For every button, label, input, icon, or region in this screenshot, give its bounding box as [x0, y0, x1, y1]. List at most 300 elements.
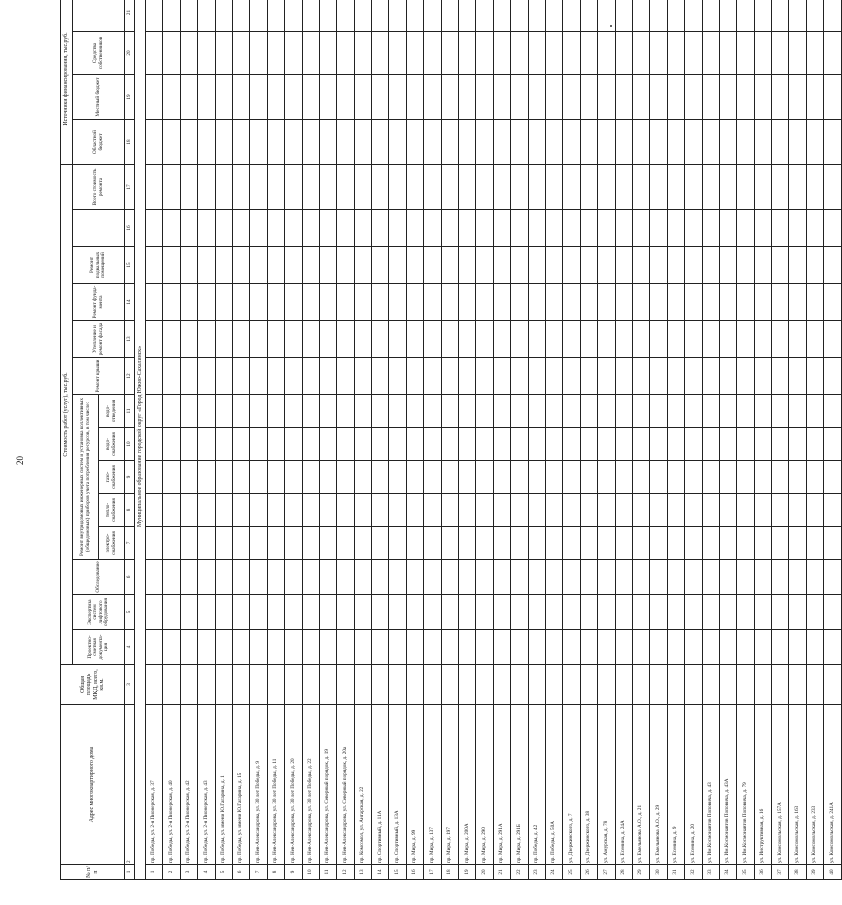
value-cell	[545, 395, 562, 428]
value-cell	[789, 595, 806, 630]
value-cell	[528, 0, 545, 32]
value-cell	[337, 165, 354, 210]
value-cell	[441, 358, 458, 395]
page-number: 20	[15, 456, 25, 465]
value-cell	[337, 428, 354, 461]
value-cell	[772, 0, 789, 32]
value-cell	[406, 630, 423, 665]
value-cell	[563, 395, 580, 428]
row-number: 25	[563, 865, 580, 880]
value-cell	[511, 32, 528, 75]
value-cell	[737, 32, 754, 75]
row-address: ул. Инструктивная, д. 16	[754, 705, 771, 865]
value-cell	[476, 527, 493, 560]
value-cell	[389, 494, 406, 527]
value-cell	[737, 165, 754, 210]
row-address: ул. Им.Космонавтов Поповича, д. 43	[702, 705, 719, 865]
value-cell	[719, 461, 736, 494]
value-cell	[198, 665, 215, 705]
value-cell	[685, 321, 702, 358]
value-cell	[180, 75, 197, 120]
value-cell	[146, 595, 163, 630]
value-cell	[632, 284, 649, 321]
value-cell	[493, 595, 510, 630]
value-cell	[389, 461, 406, 494]
value-cell	[180, 210, 197, 247]
value-cell	[545, 210, 562, 247]
table-row	[545, 0, 562, 880]
value-cell	[632, 32, 649, 75]
value-cell	[406, 560, 423, 595]
value-cell	[580, 527, 597, 560]
value-cell	[632, 461, 649, 494]
value-cell	[406, 75, 423, 120]
value-cell	[632, 395, 649, 428]
value-cell	[667, 165, 684, 210]
value-cell	[319, 75, 336, 120]
value-cell	[789, 165, 806, 210]
value-cell	[441, 0, 458, 32]
value-cell	[615, 630, 632, 665]
value-cell	[632, 665, 649, 705]
value-cell	[198, 321, 215, 358]
value-cell	[267, 120, 284, 165]
value-cell	[824, 358, 841, 395]
value-cell	[563, 630, 580, 665]
value-cell	[806, 165, 823, 210]
value-cell	[232, 120, 249, 165]
value-cell	[319, 630, 336, 665]
value-cell	[424, 527, 441, 560]
value-cell	[215, 595, 232, 630]
value-cell	[372, 247, 389, 284]
value-cell	[146, 560, 163, 595]
value-cell	[702, 210, 719, 247]
value-cell	[615, 321, 632, 358]
value-cell	[302, 247, 319, 284]
table-row	[372, 0, 389, 880]
value-cell	[250, 527, 267, 560]
value-cell	[354, 210, 371, 247]
value-cell	[702, 461, 719, 494]
value-cell	[511, 358, 528, 395]
value-cell	[146, 75, 163, 120]
value-cell	[337, 595, 354, 630]
header-foundation: Ремонт фунда-мента	[73, 284, 125, 321]
value-cell	[389, 395, 406, 428]
value-cell	[806, 0, 823, 32]
value-cell	[406, 395, 423, 428]
value-cell	[772, 165, 789, 210]
value-cell	[806, 120, 823, 165]
value-cell	[337, 0, 354, 32]
value-cell	[772, 120, 789, 165]
value-cell	[806, 358, 823, 395]
value-cell	[337, 560, 354, 595]
table-row	[389, 0, 406, 880]
value-cell	[250, 665, 267, 705]
value-cell	[354, 321, 371, 358]
value-cell	[737, 428, 754, 461]
value-cell	[580, 120, 597, 165]
table-row	[459, 0, 476, 880]
value-cell	[737, 665, 754, 705]
value-cell	[424, 75, 441, 120]
value-cell	[354, 165, 371, 210]
row-number: 18	[441, 865, 458, 880]
value-cell	[232, 560, 249, 595]
value-cell	[302, 428, 319, 461]
value-cell	[667, 560, 684, 595]
value-cell	[772, 358, 789, 395]
value-cell	[615, 595, 632, 630]
value-cell	[528, 428, 545, 461]
value-cell	[545, 428, 562, 461]
value-cell	[389, 527, 406, 560]
table-row	[789, 0, 806, 880]
value-cell	[267, 0, 284, 32]
value-cell	[198, 120, 215, 165]
table-row	[667, 0, 684, 880]
column-number: 3	[125, 665, 135, 705]
value-cell	[667, 358, 684, 395]
value-cell	[702, 428, 719, 461]
value-cell	[319, 428, 336, 461]
value-cell	[615, 494, 632, 527]
table-row	[146, 0, 163, 880]
table-row	[180, 0, 197, 880]
value-cell	[754, 630, 771, 665]
value-cell	[615, 395, 632, 428]
value-cell	[215, 210, 232, 247]
value-cell	[563, 560, 580, 595]
value-cell	[180, 165, 197, 210]
value-cell	[372, 165, 389, 210]
table-row	[563, 0, 580, 880]
value-cell	[285, 165, 302, 210]
value-cell	[563, 120, 580, 165]
value-cell	[754, 321, 771, 358]
value-cell	[719, 165, 736, 210]
value-cell	[667, 247, 684, 284]
table-row	[650, 0, 667, 880]
value-cell	[667, 527, 684, 560]
row-number: 14	[372, 865, 389, 880]
value-cell	[319, 461, 336, 494]
value-cell	[372, 665, 389, 705]
value-cell	[354, 665, 371, 705]
value-cell	[737, 395, 754, 428]
value-cell	[789, 395, 806, 428]
value-cell	[372, 358, 389, 395]
header-address: Адрес многоквартирного дома	[61, 705, 125, 865]
value-cell	[754, 120, 771, 165]
value-cell	[580, 321, 597, 358]
row-number: 28	[615, 865, 632, 880]
value-cell	[441, 428, 458, 461]
value-cell	[198, 630, 215, 665]
value-cell	[250, 358, 267, 395]
table-row	[511, 0, 528, 880]
value-cell	[285, 32, 302, 75]
value-cell	[667, 395, 684, 428]
value-cell	[806, 321, 823, 358]
value-cell	[354, 75, 371, 120]
value-cell	[215, 428, 232, 461]
value-cell	[389, 665, 406, 705]
row-number: 19	[459, 865, 476, 880]
value-cell	[580, 210, 597, 247]
value-cell	[232, 395, 249, 428]
value-cell	[285, 321, 302, 358]
value-cell	[719, 494, 736, 527]
value-cell	[215, 395, 232, 428]
value-cell	[493, 247, 510, 284]
header-total: Всего стоимость ремонта	[73, 165, 125, 210]
value-cell	[319, 358, 336, 395]
row-number: 32	[685, 865, 702, 880]
value-cell	[772, 461, 789, 494]
value-cell	[528, 395, 545, 428]
header-insulation: Утепление и ремонт фасада	[73, 321, 125, 358]
value-cell	[198, 284, 215, 321]
value-cell	[476, 120, 493, 165]
row-address: пр. Мира, д. 290	[476, 705, 493, 865]
value-cell	[563, 321, 580, 358]
value-cell	[198, 428, 215, 461]
row-address: пр. Комсомол, ул. Ангарская, д. 22	[354, 705, 371, 865]
value-cell	[702, 0, 719, 32]
value-cell	[702, 395, 719, 428]
value-cell	[285, 428, 302, 461]
value-cell	[198, 527, 215, 560]
value-cell	[389, 630, 406, 665]
value-cell	[702, 358, 719, 395]
value-cell	[406, 0, 423, 32]
value-cell	[180, 428, 197, 461]
value-cell	[667, 494, 684, 527]
row-number: 36	[754, 865, 771, 880]
value-cell	[250, 395, 267, 428]
value-cell	[563, 358, 580, 395]
value-cell	[598, 32, 615, 75]
value-cell	[754, 395, 771, 428]
value-cell	[702, 494, 719, 527]
value-cell	[459, 395, 476, 428]
table-row	[198, 0, 215, 880]
value-cell	[580, 560, 597, 595]
value-cell	[215, 665, 232, 705]
value-cell	[789, 665, 806, 705]
value-cell	[580, 595, 597, 630]
value-cell	[146, 32, 163, 75]
value-cell	[337, 527, 354, 560]
value-cell	[441, 120, 458, 165]
value-cell	[615, 0, 632, 32]
value-cell	[232, 321, 249, 358]
header-tech-docs: Проектно-сметная документа-ция	[73, 630, 125, 665]
value-cell	[319, 165, 336, 210]
value-cell	[789, 0, 806, 32]
value-cell	[685, 75, 702, 120]
value-cell	[354, 595, 371, 630]
value-cell	[650, 358, 667, 395]
value-cell	[511, 284, 528, 321]
value-cell	[285, 247, 302, 284]
value-cell	[337, 494, 354, 527]
value-cell	[302, 284, 319, 321]
header-water: водо-снабжения	[99, 428, 125, 461]
value-cell	[650, 75, 667, 120]
table-row	[163, 0, 180, 880]
value-cell	[319, 595, 336, 630]
table-row	[754, 0, 771, 880]
value-cell	[406, 494, 423, 527]
column-number: 14	[125, 284, 135, 321]
value-cell	[250, 428, 267, 461]
value-cell	[615, 665, 632, 705]
column-number: 1	[125, 865, 135, 880]
value-cell	[198, 595, 215, 630]
value-cell	[319, 494, 336, 527]
column-number: 19	[125, 75, 135, 120]
value-cell	[459, 321, 476, 358]
header-sewage: водо-отведения	[99, 395, 125, 428]
value-cell	[267, 527, 284, 560]
value-cell	[267, 560, 284, 595]
header-empty	[73, 210, 125, 247]
value-cell	[737, 358, 754, 395]
header-electricity: электро-снабжения	[99, 527, 125, 560]
value-cell	[476, 210, 493, 247]
value-cell	[824, 321, 841, 358]
row-address: пр. Мира, д. 291А	[493, 705, 510, 865]
value-cell	[737, 630, 754, 665]
value-cell	[389, 284, 406, 321]
value-cell	[598, 165, 615, 210]
value-cell	[563, 75, 580, 120]
value-cell	[232, 527, 249, 560]
value-cell	[163, 395, 180, 428]
value-cell	[493, 527, 510, 560]
value-cell	[632, 321, 649, 358]
value-cell	[215, 630, 232, 665]
value-cell	[702, 595, 719, 630]
value-cell	[563, 595, 580, 630]
row-number: 29	[632, 865, 649, 880]
row-address: пр. Мира, д. 291Б	[511, 705, 528, 865]
value-cell	[528, 461, 545, 494]
value-cell	[528, 665, 545, 705]
table-row	[250, 0, 267, 880]
value-cell	[824, 165, 841, 210]
value-cell	[580, 395, 597, 428]
column-number: 13	[125, 321, 135, 358]
value-cell	[441, 165, 458, 210]
value-cell	[772, 527, 789, 560]
row-number: 23	[528, 865, 545, 880]
value-cell	[406, 461, 423, 494]
value-cell	[511, 560, 528, 595]
value-cell	[476, 595, 493, 630]
value-cell	[650, 428, 667, 461]
value-cell	[354, 560, 371, 595]
row-number: 1	[146, 865, 163, 880]
value-cell	[719, 32, 736, 75]
value-cell	[354, 461, 371, 494]
value-cell	[685, 210, 702, 247]
value-cell	[528, 595, 545, 630]
value-cell	[476, 665, 493, 705]
value-cell	[493, 210, 510, 247]
value-cell	[806, 75, 823, 120]
value-cell	[267, 210, 284, 247]
value-cell	[337, 358, 354, 395]
value-cell	[789, 428, 806, 461]
value-cell	[650, 395, 667, 428]
value-cell	[180, 284, 197, 321]
value-cell	[685, 560, 702, 595]
value-cell	[250, 120, 267, 165]
value-cell	[285, 284, 302, 321]
value-cell	[719, 358, 736, 395]
column-number: 20	[125, 32, 135, 75]
column-number: 10	[125, 428, 135, 461]
value-cell	[354, 247, 371, 284]
value-cell	[580, 494, 597, 527]
row-address: пр. Победы, д. 42	[528, 705, 545, 865]
column-number: 2	[125, 705, 135, 865]
value-cell	[319, 210, 336, 247]
value-cell	[789, 560, 806, 595]
value-cell	[459, 247, 476, 284]
value-cell	[163, 560, 180, 595]
value-cell	[232, 595, 249, 630]
value-cell	[824, 395, 841, 428]
value-cell	[806, 32, 823, 75]
value-cell	[545, 165, 562, 210]
value-cell	[372, 395, 389, 428]
value-cell	[789, 494, 806, 527]
value-cell	[180, 0, 197, 32]
row-number: 7	[250, 865, 267, 880]
value-cell	[754, 595, 771, 630]
column-number: 4	[125, 630, 135, 665]
value-cell	[389, 595, 406, 630]
value-cell	[806, 284, 823, 321]
value-cell	[563, 165, 580, 210]
header-regional-budget: Областной бюджет	[73, 120, 125, 165]
value-cell	[406, 527, 423, 560]
table-row	[824, 0, 841, 880]
value-cell	[667, 461, 684, 494]
value-cell	[337, 284, 354, 321]
row-number: 21	[493, 865, 510, 880]
value-cell	[598, 358, 615, 395]
value-cell	[424, 120, 441, 165]
header-finance-group: Источники финансирования, тыс.руб.	[61, 0, 73, 165]
value-cell	[215, 284, 232, 321]
value-cell	[511, 428, 528, 461]
row-number: 4	[198, 865, 215, 880]
value-cell	[424, 165, 441, 210]
value-cell	[615, 527, 632, 560]
value-cell	[459, 527, 476, 560]
value-cell	[598, 120, 615, 165]
value-cell	[528, 284, 545, 321]
value-cell	[511, 395, 528, 428]
table-row	[580, 0, 597, 880]
